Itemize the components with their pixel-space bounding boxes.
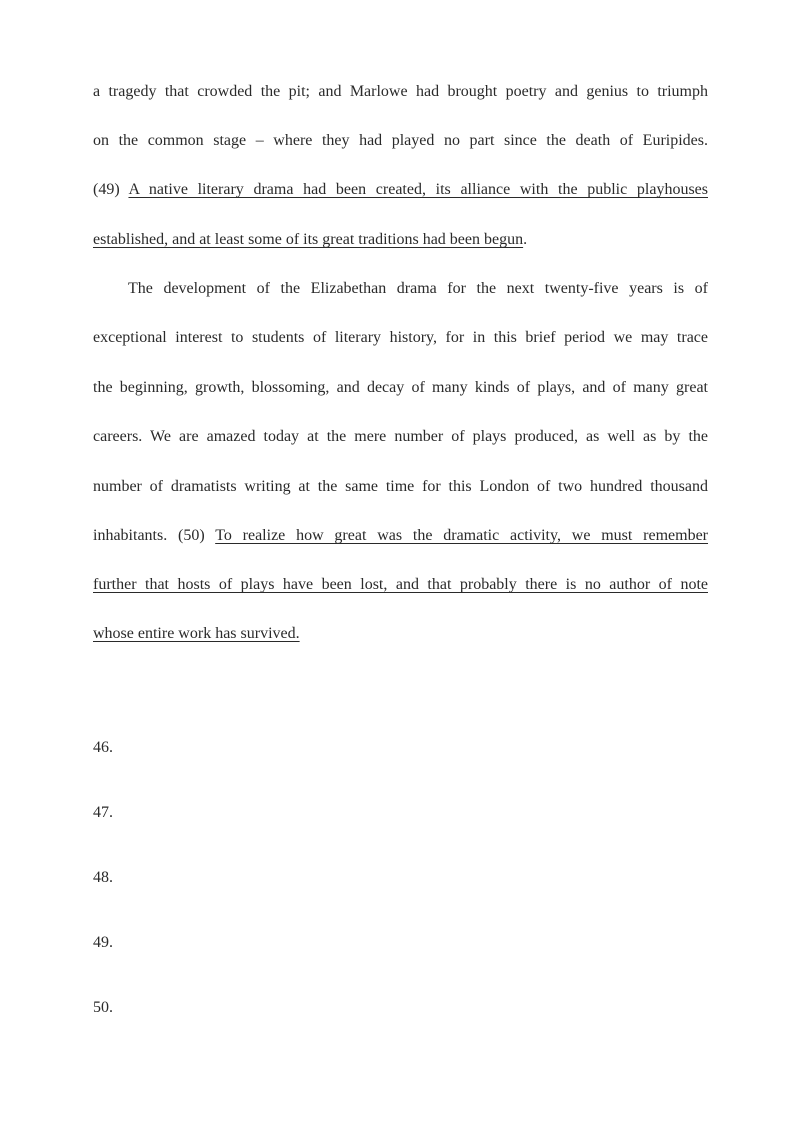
question-marker-49: (49)	[93, 181, 129, 198]
underlined-sentence-50-part1: To realize how great was the dramatic activity, we must remember	[215, 527, 709, 544]
paragraph1-line1: a tragedy that crowded the pit; and Marlowe had brought poetry and genius to triumph	[93, 83, 708, 100]
paragraph2-line2: exceptional interest to students of literary history, for in this brief period we may trace	[93, 329, 708, 346]
paragraph2-line3: the beginning, growth, blossoming, and decay of many kinds of plays, and of many great	[93, 379, 708, 396]
answer-number-49: 49.	[93, 934, 113, 951]
paragraph2-line7	[93, 575, 708, 595]
question-marker-50: inhabitants. (50)	[93, 527, 216, 544]
answer-number-48: 48.	[93, 869, 113, 886]
answer-number-50: 50.	[93, 999, 113, 1016]
paragraph1-line2: on the common stage – where they had played no part since the death of Euripides.	[93, 132, 708, 149]
underlined-sentence-49-part2: established, and at least some of its great traditions had been begun	[93, 231, 524, 248]
answer-number-47: 47.	[93, 804, 113, 821]
answer-number-46: 46.	[93, 739, 113, 756]
underlined-sentence-50-part2: further that hosts of plays have been lost, and that probably there is no author of note	[93, 576, 708, 593]
paragraph2-line4: careers. We are amazed today at the mere number of plays produced, as well as by the	[93, 428, 708, 445]
underlined-sentence-50-part3: whose entire work has survived.	[93, 625, 300, 642]
paragraph2-line1: The development of the Elizabethan drama for the next twenty-five years is of	[128, 280, 708, 297]
underlined-sentence-49-part1: A native literary drama had been created, its alliance with the public playhouses	[128, 181, 708, 198]
paragraph2-line6	[93, 526, 708, 546]
paragraph2-line8	[93, 624, 708, 644]
paragraph1-line4	[93, 230, 708, 250]
paragraph1-line3	[93, 180, 708, 200]
paragraph2-line5: number of dramatists writing at the same time for this London of two hundred thousand	[93, 478, 708, 495]
sentence-period: .	[523, 231, 528, 248]
